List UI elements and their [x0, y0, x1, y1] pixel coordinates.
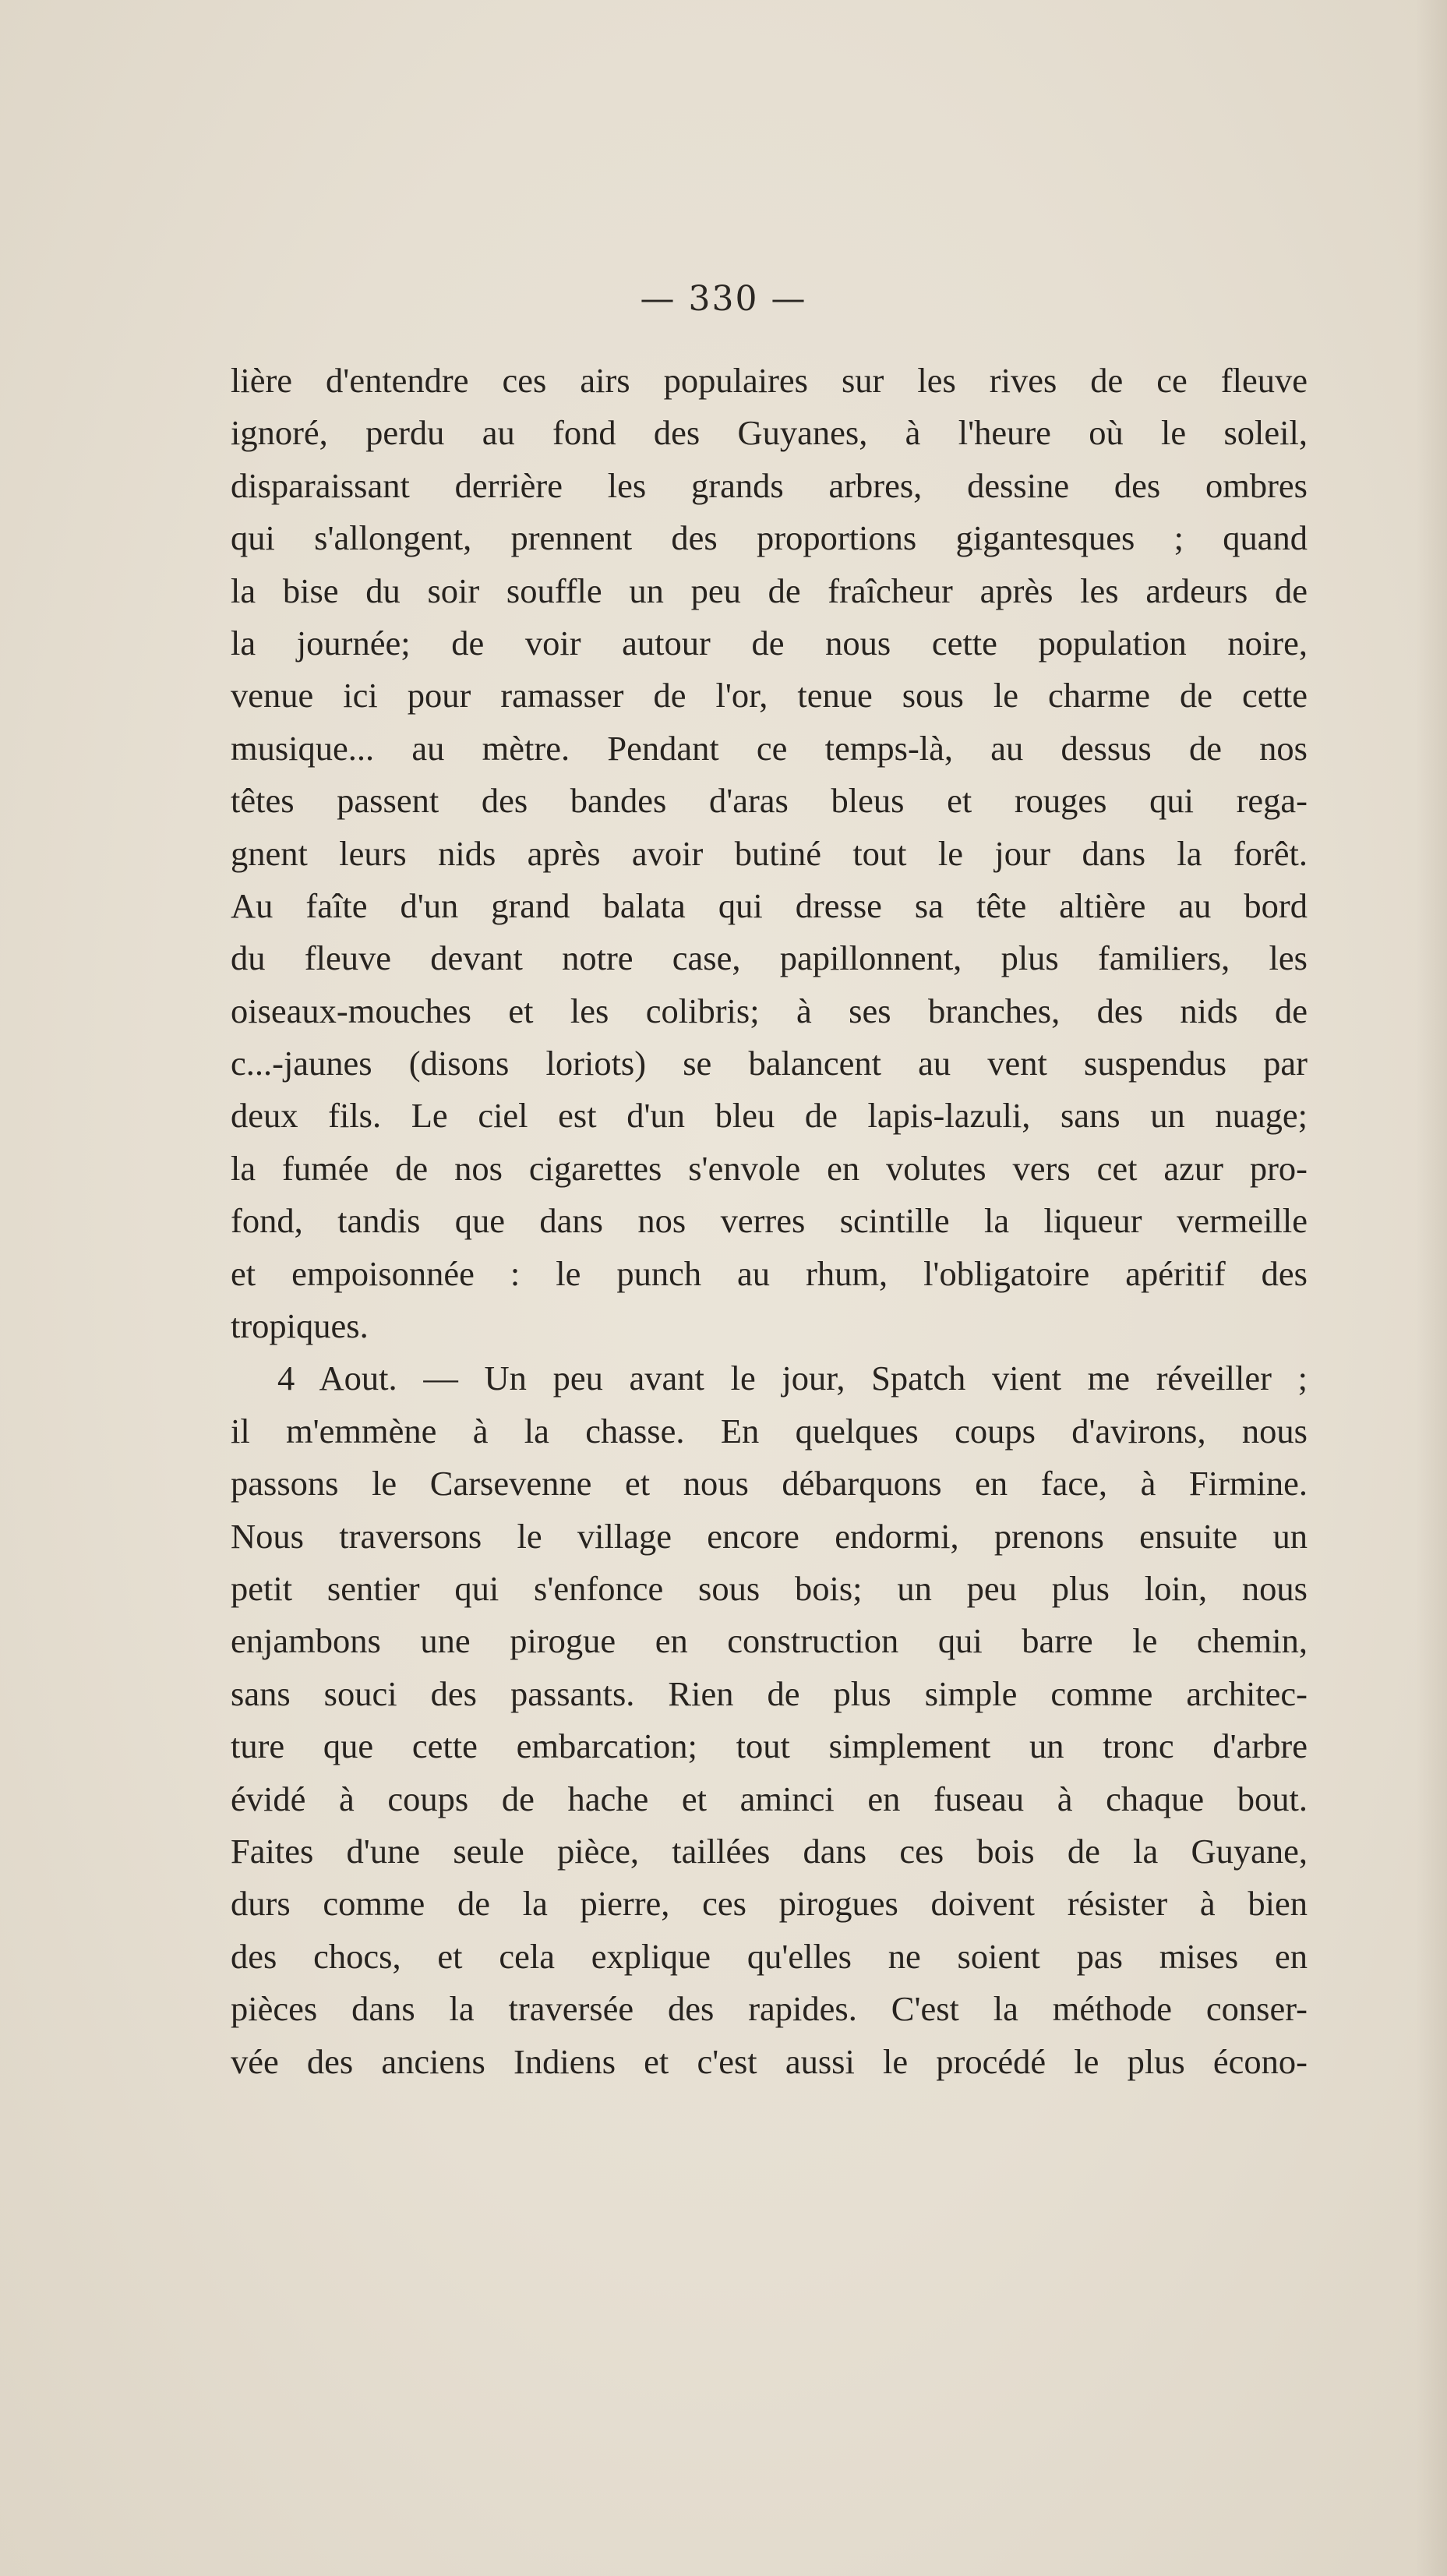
text-line: enjambons une pirogue en construction qui barre le chemin, — [231, 1621, 1308, 1661]
text-line: têtes passent des bandes d'aras bleus et rouges qui rega- — [231, 781, 1308, 821]
text-line: petit sentier qui s'enfonce sous bois; un peu plus loin, nous — [231, 1568, 1308, 1608]
dated-entry-line: 4 Aout. — Un peu avant le jour, Spatch vient me réveiller ; — [277, 1359, 1308, 1398]
text-line: Au faîte d'un grand balata qui dresse sa tête altière au bord — [231, 885, 1308, 925]
text-line: des chocs, et cela explique qu'elles ne soient pas mises en — [231, 1936, 1308, 1976]
text-line: pièces dans la traversée des rapides. C'est la méthode conser- — [231, 1989, 1308, 2029]
text-line: fond, tandis que dans nos verres scintille la liqueur vermeille — [231, 1201, 1308, 1241]
text-line: il m'emmène à la chasse. En quelques coups d'avirons, nous — [231, 1411, 1308, 1451]
text-line: qui s'allongent, prennent des proportions gigantesques ; quand — [231, 518, 1308, 558]
text-line: ture que cette embarcation; tout simplement un tronc d'arbre — [231, 1726, 1308, 1766]
text-line: la fumée de nos cigarettes s'envole en volutes vers cet azur pro- — [231, 1148, 1308, 1188]
text-line: disparaissant derrière les grands arbres, dessine des ombres — [231, 465, 1308, 505]
text-line: musique... au mètre. Pendant ce temps-là, au dessus de nos — [231, 728, 1308, 768]
text-line: lière d'entendre ces airs populaires sur les rives de ce fleuve — [231, 361, 1308, 400]
text-line: la journée; de voir autour de nous cette population noire, — [231, 623, 1308, 663]
page-edge-shadow — [1416, 0, 1447, 2576]
text-line: ignoré, perdu au fond des Guyanes, à l'heure où le soleil, — [231, 413, 1308, 453]
text-line: c...-jaunes (disons loriots) se balancent au vent suspendus par — [231, 1044, 1308, 1083]
text-line: évidé à coups de hache et aminci en fuseau à chaque bout. — [231, 1779, 1308, 1818]
paragraph-end-line: tropiques. — [231, 1306, 369, 1346]
text-line: oiseaux-mouches et les colibris; à ses branches, des nids de — [231, 991, 1308, 1030]
text-line: la bise du soir souffle un peu de fraîcheur après les ardeurs de — [231, 571, 1308, 610]
text-line: du fleuve devant notre case, papillonnent, plus familiers, les — [231, 938, 1308, 978]
text-line: deux fils. Le ciel est d'un bleu de lapis-lazuli, sans un nuage; — [231, 1096, 1308, 1136]
text-line: Nous traversons le village encore endormi, prenons ensuite un — [231, 1516, 1308, 1556]
text-line: sans souci des passants. Rien de plus simple comme architec- — [231, 1673, 1308, 1713]
text-line: gnent leurs nids après avoir butiné tout le jour dans la forêt. — [231, 833, 1308, 873]
text-line: durs comme de la pierre, ces pirogues doivent résister à bien — [231, 1884, 1308, 1924]
body-text — [231, 355, 1308, 2088]
text-line: et empoisonnée : le punch au rhum, l'obligatoire apéritif des — [231, 1253, 1308, 1293]
text-line: venue ici pour ramasser de l'or, tenue sous le charme de cette — [231, 676, 1308, 716]
text-line: passons le Carsevenne et nous débarquons en face, à Firmine. — [231, 1464, 1308, 1504]
page-number: — 330 — — [640, 279, 807, 319]
text-line: Faites d'une seule pièce, taillées dans ces bois de la Guyane, — [231, 1831, 1308, 1871]
text-line: vée des anciens Indiens et c'est aussi le procédé le plus écono- — [231, 2041, 1308, 2081]
